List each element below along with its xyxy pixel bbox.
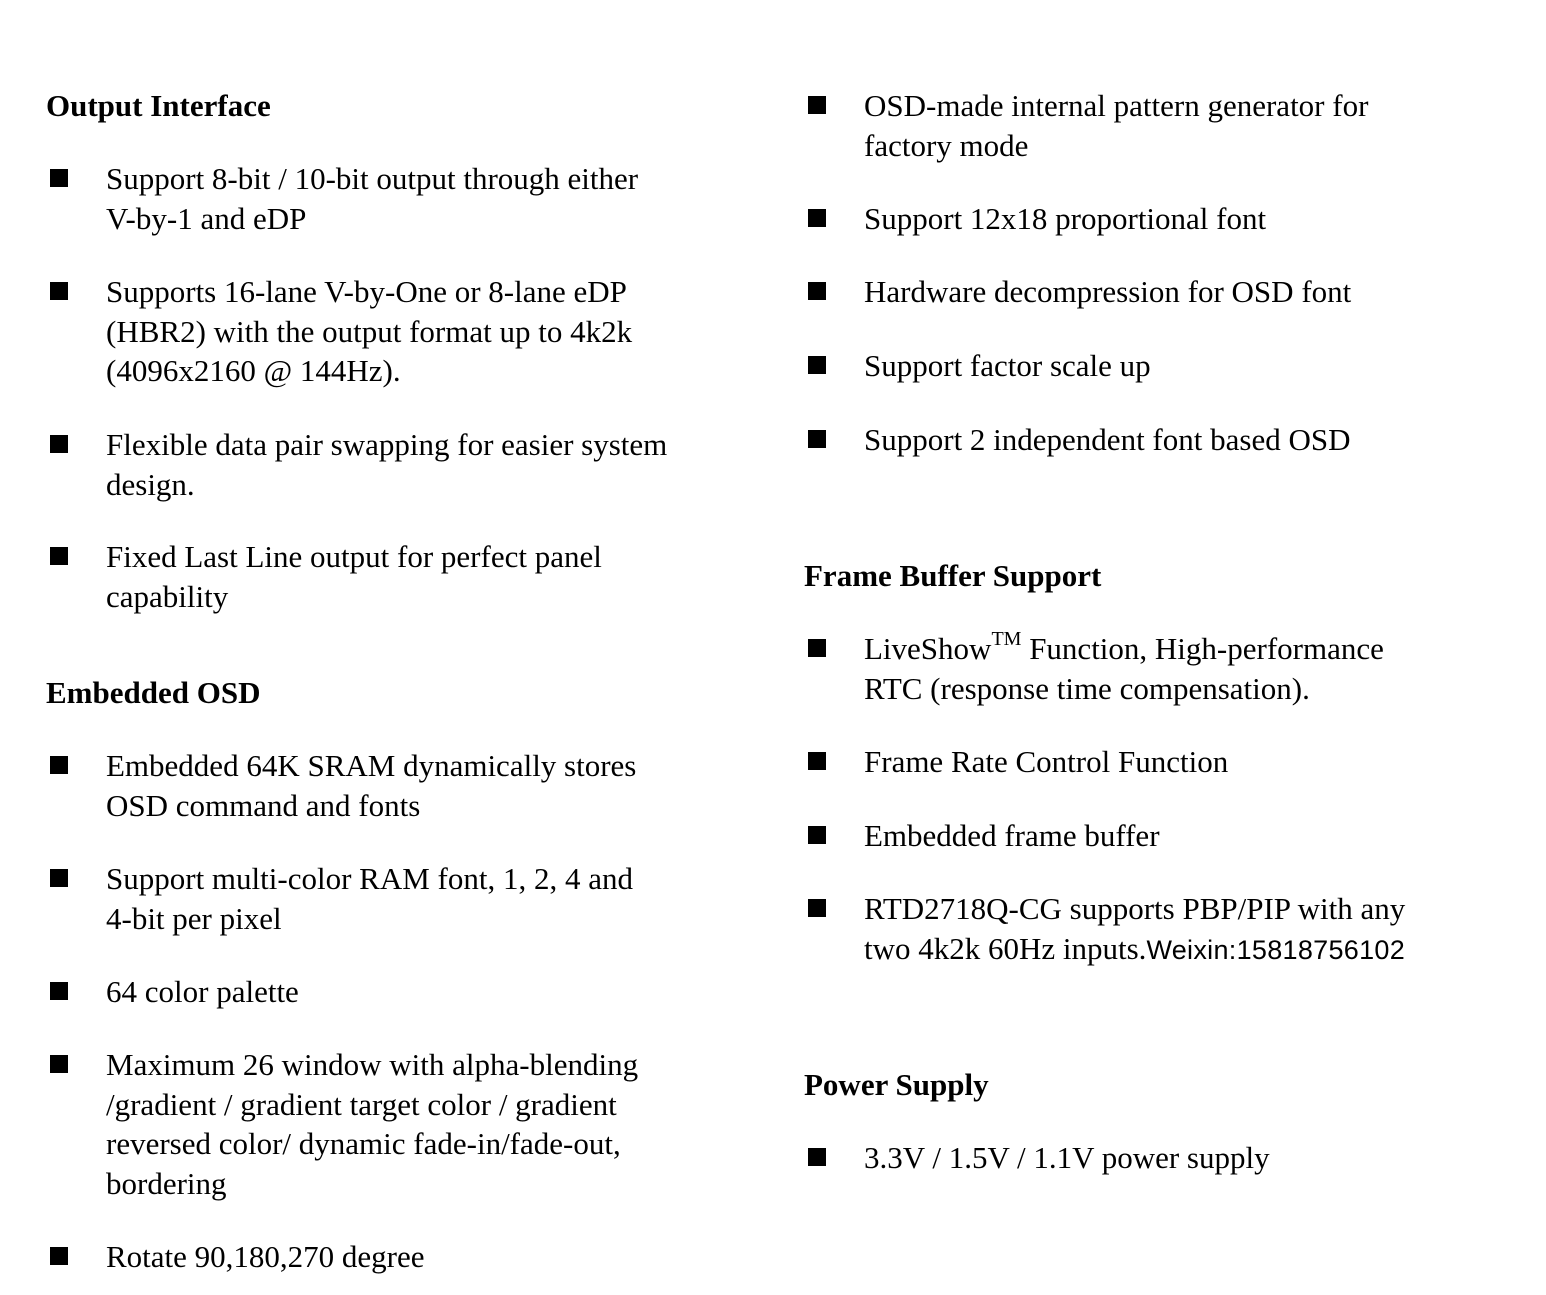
item-text-line (864, 629, 1384, 669)
square-bullet-icon (808, 752, 826, 770)
item-text-line: Rotate 90,180,270 degree (106, 1239, 425, 1274)
square-bullet-icon (808, 639, 826, 657)
item-text-line: reversed color/ dynamic fade-in/fade-out, (106, 1126, 621, 1161)
item-text-line: Flexible data pair swapping for easier system (106, 427, 668, 462)
item-text-line: Embedded 64K SRAM dynamically stores (106, 748, 637, 783)
square-bullet-icon (808, 430, 826, 448)
square-bullet-icon (808, 899, 826, 917)
item-text-line: Frame Rate Control Function (864, 744, 1229, 779)
item-text-line: factory mode (864, 127, 1029, 163)
section-heading-embedded-osd: Embedded OSD (46, 675, 261, 710)
item-text-line: V-by-1 and eDP (106, 200, 307, 236)
square-bullet-icon (50, 282, 68, 300)
trademark-superscript: TM (991, 628, 1022, 650)
square-bullet-icon (50, 756, 68, 774)
square-bullet-icon (808, 96, 826, 114)
item-text-line: Support factor scale up (864, 348, 1151, 383)
item-text-line: Embedded frame buffer (864, 818, 1160, 853)
square-bullet-icon (808, 356, 826, 374)
item-text-line: Fixed Last Line output for perfect panel (106, 539, 602, 574)
liveshow-label: LiveShow (864, 631, 992, 666)
section-heading-power-supply: Power Supply (804, 1067, 989, 1102)
item-text-line: Support multi-color RAM font, 1, 2, 4 and (106, 861, 633, 896)
item-text-line: design. (106, 466, 195, 502)
item-text-fragment: Function, High-performance (1021, 631, 1384, 666)
square-bullet-icon (808, 826, 826, 844)
item-text-line (864, 929, 1405, 971)
square-bullet-icon (50, 982, 68, 1000)
item-text-line: RTC (response time compensation). (864, 670, 1310, 706)
item-text-line: bordering (106, 1165, 227, 1201)
item-text-line: OSD-made internal pattern generator for (864, 88, 1369, 123)
square-bullet-icon (808, 209, 826, 227)
item-text-line: (4096x2160 @ 144Hz). (106, 353, 401, 388)
item-text-line: /gradient / gradient target color / gradient (106, 1086, 617, 1122)
item-text-line: 4-bit per pixel (106, 900, 282, 936)
item-text-line: OSD command and fonts (106, 787, 421, 823)
section-heading-output-interface: Output Interface (46, 88, 271, 123)
square-bullet-icon (808, 1148, 826, 1166)
item-text-fragment: two 4k2k 60Hz inputs. (864, 930, 1147, 966)
item-text-line: Hardware decompression for OSD font (864, 274, 1352, 309)
square-bullet-icon (50, 1055, 68, 1073)
item-text-line: Support 12x18 proportional font (864, 201, 1267, 236)
item-text-line: (HBR2) with the output format up to 4k2k (106, 313, 633, 349)
square-bullet-icon (50, 1247, 68, 1265)
square-bullet-icon (808, 282, 826, 300)
section-heading-frame-buffer: Frame Buffer Support (804, 558, 1102, 593)
item-text-line: Supports 16-lane V-by-One or 8-lane eDP (106, 274, 627, 309)
square-bullet-icon (50, 547, 68, 565)
item-text-line: RTD2718Q-CG supports PBP/PIP with any (864, 891, 1406, 926)
watermark-text: Weixin:15818756102 (1146, 934, 1406, 965)
item-text-line: capability (106, 578, 229, 614)
item-text-line: Support 8-bit / 10-bit output through either (106, 161, 639, 196)
item-text-line: Maximum 26 window with alpha-blending (106, 1047, 639, 1082)
item-text-line: Support 2 independent font based OSD (864, 422, 1351, 457)
square-bullet-icon (50, 869, 68, 887)
square-bullet-icon (50, 435, 68, 453)
square-bullet-icon (50, 169, 68, 187)
item-text-line: 64 color palette (106, 974, 299, 1009)
item-text-line: 3.3V / 1.5V / 1.1V power supply (864, 1140, 1270, 1175)
